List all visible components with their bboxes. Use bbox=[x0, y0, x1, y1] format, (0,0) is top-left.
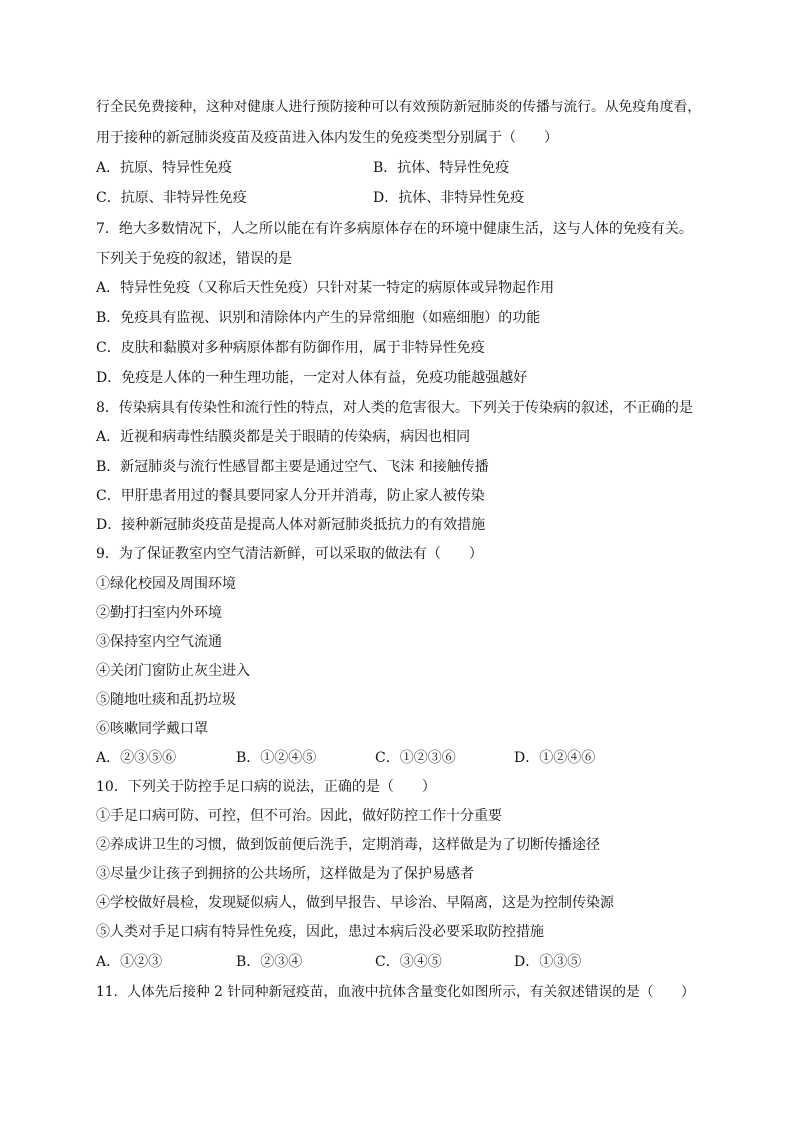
q11-stem: 11．人体先后接种 2 针同种新冠疫苗，血液中抗体含量变化如图所示，有关叙述错误的是（ ） bbox=[96, 984, 695, 1000]
q6-text-line-2: 用于接种的新冠肺炎疫苗及疫苗进入体内发生的免疫类型分别属于（ ） bbox=[96, 130, 558, 146]
q9-item-5: ⑤随地吐痰和乱扔垃圾 bbox=[96, 692, 236, 708]
q9-option-d: D．①②④⑥ bbox=[514, 750, 596, 766]
q6-option-a: A．抗原、特异性免疫 bbox=[96, 160, 233, 176]
q10-item-3: ③尽量少让孩子到拥挤的公共场所，这样做是为了保护易感者 bbox=[96, 866, 474, 882]
q10-option-c: C．③④⑤ bbox=[375, 954, 442, 970]
q9-item-2: ②勤打扫室内外环境 bbox=[96, 605, 222, 621]
q9-option-b: B．①②④⑤ bbox=[236, 750, 317, 766]
q7-option-a: A．特异性免疫（又称后天性免疫）只针对某一特定的病原体或异物起作用 bbox=[96, 280, 555, 296]
q9-stem: 9．为了保证教室内空气清洁新鲜，可以采取的做法有（ ） bbox=[96, 546, 483, 562]
q7-stem-line-1: 7．绝大多数情况下，人之所以能在有许多病原体存在的环境中健康生活，这与人体的免疫有关。 bbox=[96, 221, 693, 237]
q9-item-4: ④关闭门窗防止灰尘进入 bbox=[96, 663, 250, 679]
q8-option-c: C．甲肝患者用过的餐具要同家人分开并消毒，防止家人被传染 bbox=[96, 488, 485, 504]
q9-item-6: ⑥咳嗽同学戴口罩 bbox=[96, 721, 208, 737]
q8-stem: 8．传染病具有传染性和流行性的特点，对人类的危害很大。下列关于传染病的叙述，不正确的是 bbox=[96, 400, 693, 416]
q9-item-1: ①绿化校园及周围环境 bbox=[96, 576, 236, 592]
q9-option-a: A．②③⑤⑥ bbox=[96, 750, 177, 766]
q9-option-c: C．①②③⑥ bbox=[375, 750, 456, 766]
q10-item-5: ⑤人类对手足口病有特异性免疫，因此，患过本病后没必要采取防控措施 bbox=[96, 924, 544, 940]
q10-option-d: D．①③⑤ bbox=[514, 954, 582, 970]
q6-option-d: D．抗体、非特异性免疫 bbox=[373, 190, 525, 206]
q10-item-2: ②养成讲卫生的习惯，做到饭前便后洗手，定期消毒，这样做是为了切断传播途径 bbox=[96, 837, 600, 853]
q7-stem-line-2: 下列关于免疫的叙述，错误的是 bbox=[96, 251, 292, 267]
q6-text-line-1: 行全民免费接种，这种对健康人进行预防接种可以有效预防新冠肺炎的传播与流行。从免疫角度看， bbox=[96, 99, 702, 115]
q10-option-a: A．①②③ bbox=[96, 954, 163, 970]
q6-option-b: B．抗体、特异性免疫 bbox=[373, 160, 510, 176]
q10-stem: 10．下列关于防控手足口病的说法，正确的是（ ） bbox=[96, 779, 436, 795]
q7-option-d: D．免疫是人体的一种生理功能，一定对人体有益，免疫功能越强越好 bbox=[96, 370, 528, 386]
q8-option-a: A．近视和病毒性结膜炎都是关于眼睛的传染病，病因也相同 bbox=[96, 429, 471, 445]
q7-option-b: B．免疫具有监视、识别和清除体内产生的异常细胞（如癌细胞）的功能 bbox=[96, 310, 541, 326]
q6-option-c: C．抗原、非特异性免疫 bbox=[96, 190, 247, 206]
q8-option-b: B．新冠肺炎与流行性感冒都主要是通过空气、飞沫 和接触传播 bbox=[96, 459, 489, 475]
q9-item-3: ③保持室内空气流通 bbox=[96, 634, 222, 650]
q10-item-4: ④学校做好晨检，发现疑似病人，做到早报告、早诊治、早隔离，这是为控制传染源 bbox=[96, 895, 614, 911]
q10-item-1: ①手足口病可防、可控，但不可治。因此，做好防控工作十分重要 bbox=[96, 808, 502, 824]
q10-option-b: B．②③④ bbox=[236, 954, 303, 970]
q7-option-c: C．皮肤和黏膜对多种病原体都有防御作用，属于非特异性免疫 bbox=[96, 340, 485, 356]
q8-option-d: D．接种新冠肺炎疫苗是提高人体对新冠肺炎抵抗力的有效措施 bbox=[96, 517, 486, 533]
